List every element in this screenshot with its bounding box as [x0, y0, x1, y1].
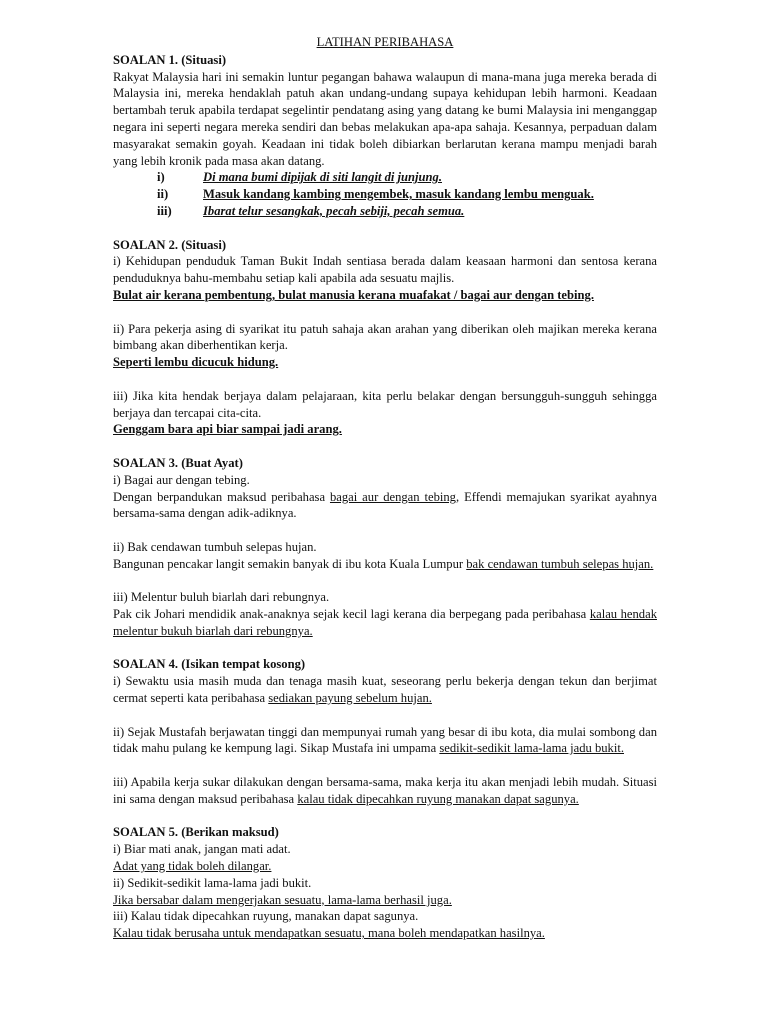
section-4-item-1 — [113, 673, 657, 707]
section-3-sentence-3 — [113, 606, 657, 640]
section-5-proverb-3: iii) Kalau tidak dipecahkan ruyung, manakan dapat sagunya. — [113, 909, 419, 924]
section-4-item-3 — [113, 774, 657, 808]
item-text: Ibarat telur sesangkak, pecah sebiji, pecah semua. — [203, 203, 465, 218]
sentence-text: , Effendi memajukan syarikat ayahnya bersama-sama dengan adik-adiknya. — [113, 489, 657, 521]
sentence-text: Dengan berpandukan maksud peribahasa — [113, 489, 330, 504]
section-3-proverb-3: iii) Melentur buluh biarlah dari rebungnya. — [113, 590, 330, 605]
worksheet-content — [113, 34, 657, 942]
sentence-text: Pak cik Johari mendidik anak-anaknya sejak kecil lagi kerana dia berpegang pada peribahasa — [113, 607, 590, 622]
item-number: iii) — [157, 203, 172, 218]
section-5-meaning-1: Adat yang tidak boleh dilangar. — [113, 859, 272, 874]
section-3-proverb-2: ii) Bak cendawan tumbuh selepas hujan. — [113, 539, 317, 554]
section-3-sentence-1 — [113, 489, 657, 523]
proverb-underlined: kalau hendak melentur bukuh biarlah dari rebungnya. — [113, 607, 657, 638]
section-2-question-1: i) Kehidupan penduduk Taman Bukit Indah sentiasa berada dalam keasaan harmoni dan sentosa kerana penduduknya bahu-membahu setiap kali apabila ada sesuatu majlis. — [113, 254, 657, 286]
section-1-item-3 — [113, 203, 657, 220]
section-2-heading: SOALAN 2. (Situasi) — [113, 237, 227, 252]
answer-underlined: sediakan payung sebelum hujan. — [268, 691, 432, 706]
item-number: i) — [157, 170, 165, 185]
section-2-answer-1: Bulat air kerana pembentung, bulat manusia kerana muafakat / bagai aur dengan tebing. — [113, 287, 594, 302]
section-2-question-3: iii) Jika kita hendak berjaya dalam pelajaraan, kita perlu belakar dengan bersungguh-sungguh sehingga berjaya dan tercapai cita-cita. — [113, 388, 657, 420]
section-5-meaning-2: Jika bersabar dalam mengerjakan sesuatu, lama-lama berhasil juga. — [113, 892, 452, 907]
section-3-sentence-2 — [113, 556, 657, 573]
section-1-item-1 — [113, 169, 657, 186]
section-1-paragraph: Rakyat Malaysia hari ini semakin luntur pegangan bahawa walaupun di mana-mana juga mereka berada di Malaysia ini, mereka hendaklah patuh akan undang-undang supaya kehidupan lebih harmoni. Keadaan bertambah teruk apabila terdapat segelintir pendatang asing yang datang ke bumi Malaysia ini menganggap negara ini seperti negara mereka sendiri dan bebas melakukan apa-apa sahaja. Kesannya, perpaduan dalam masyarakat semakin goyah. Keadaan ini tidak boleh dibiarkan berlarutan kerana mampu menjadi barah yang lebih kronik pada masa akan datang. — [113, 69, 657, 168]
page-title: LATIHAN PERIBAHASA — [316, 35, 454, 49]
section-5-meaning-3: Kalau tidak berusaha untuk mendapatkan sesuatu, mana boleh mendapatkan hasilnya. — [113, 926, 545, 941]
answer-underlined: kalau tidak dipecahkan ruyung manakan dapat sagunya. — [297, 791, 579, 806]
section-4-item-2 — [113, 724, 657, 758]
section-2-question-2: ii) Para pekerja asing di syarikat itu patuh sahaja akan arahan yang diberikan oleh majikan mereka kerana bimbang akan diberhentikan kerja. — [113, 321, 657, 353]
section-1-heading: SOALAN 1. (Situasi) — [113, 52, 227, 67]
proverb-underlined: bak cendawan tumbuh selepas hujan. — [466, 556, 654, 571]
section-3-proverb-1: i) Bagai aur dengan tebing. — [113, 472, 250, 487]
section-5-proverb-1: i) Biar mati anak, jangan mati adat. — [113, 842, 291, 857]
proverb-underlined: bagai aur dengan tebing — [329, 489, 456, 504]
item-number: ii) — [157, 187, 169, 202]
section-1-item-2 — [113, 186, 657, 203]
section-5-heading: SOALAN 5. (Berikan maksud) — [113, 825, 279, 840]
answer-underlined: sedikit-sedikit lama-lama jadu bukit. — [439, 741, 624, 756]
item-text: Masuk kandang kambing mengembek, masuk kandang lembu menguak. — [203, 187, 594, 202]
item-text: Di mana bumi dipijak di siti langit di junjung. — [203, 170, 442, 185]
section-4-heading: SOALAN 4. (Isikan tempat kosong) — [113, 657, 306, 672]
sentence-text: iii) Apabila kerja sukar dilakukan dengan bersama-sama, maka kerja itu akan menjadi lebih mudah. Situasi ini sama dengan maksud peribahasa — [113, 775, 657, 806]
sentence-text: ii) Sejak Mustafah berjawatan tinggi dan mempunyai rumah yang besar di ibu kota, dia mulai sombong dan tidak mahu pulang ke kempung lagi. Sikap Mustafa ini umpama — [113, 724, 657, 756]
section-3-heading: SOALAN 3. (Buat Ayat) — [113, 455, 243, 470]
sentence-text: i) Sewaktu usia masih muda dan tenaga masih kuat, seseorang perlu bekerja dengan tekun dan berjimat cermat seperti kata peribahasa — [113, 674, 657, 706]
section-2-answer-3: Genggam bara api biar sampai jadi arang. — [113, 422, 342, 437]
section-5-proverb-2: ii) Sedikit-sedikit lama-lama jadi bukit. — [113, 875, 312, 890]
section-2-answer-2: Seperti lembu dicucuk hidung. — [113, 355, 279, 370]
sentence-text: Bangunan pencakar langit semakin banyak di ibu kota Kuala Lumpur — [113, 556, 467, 571]
